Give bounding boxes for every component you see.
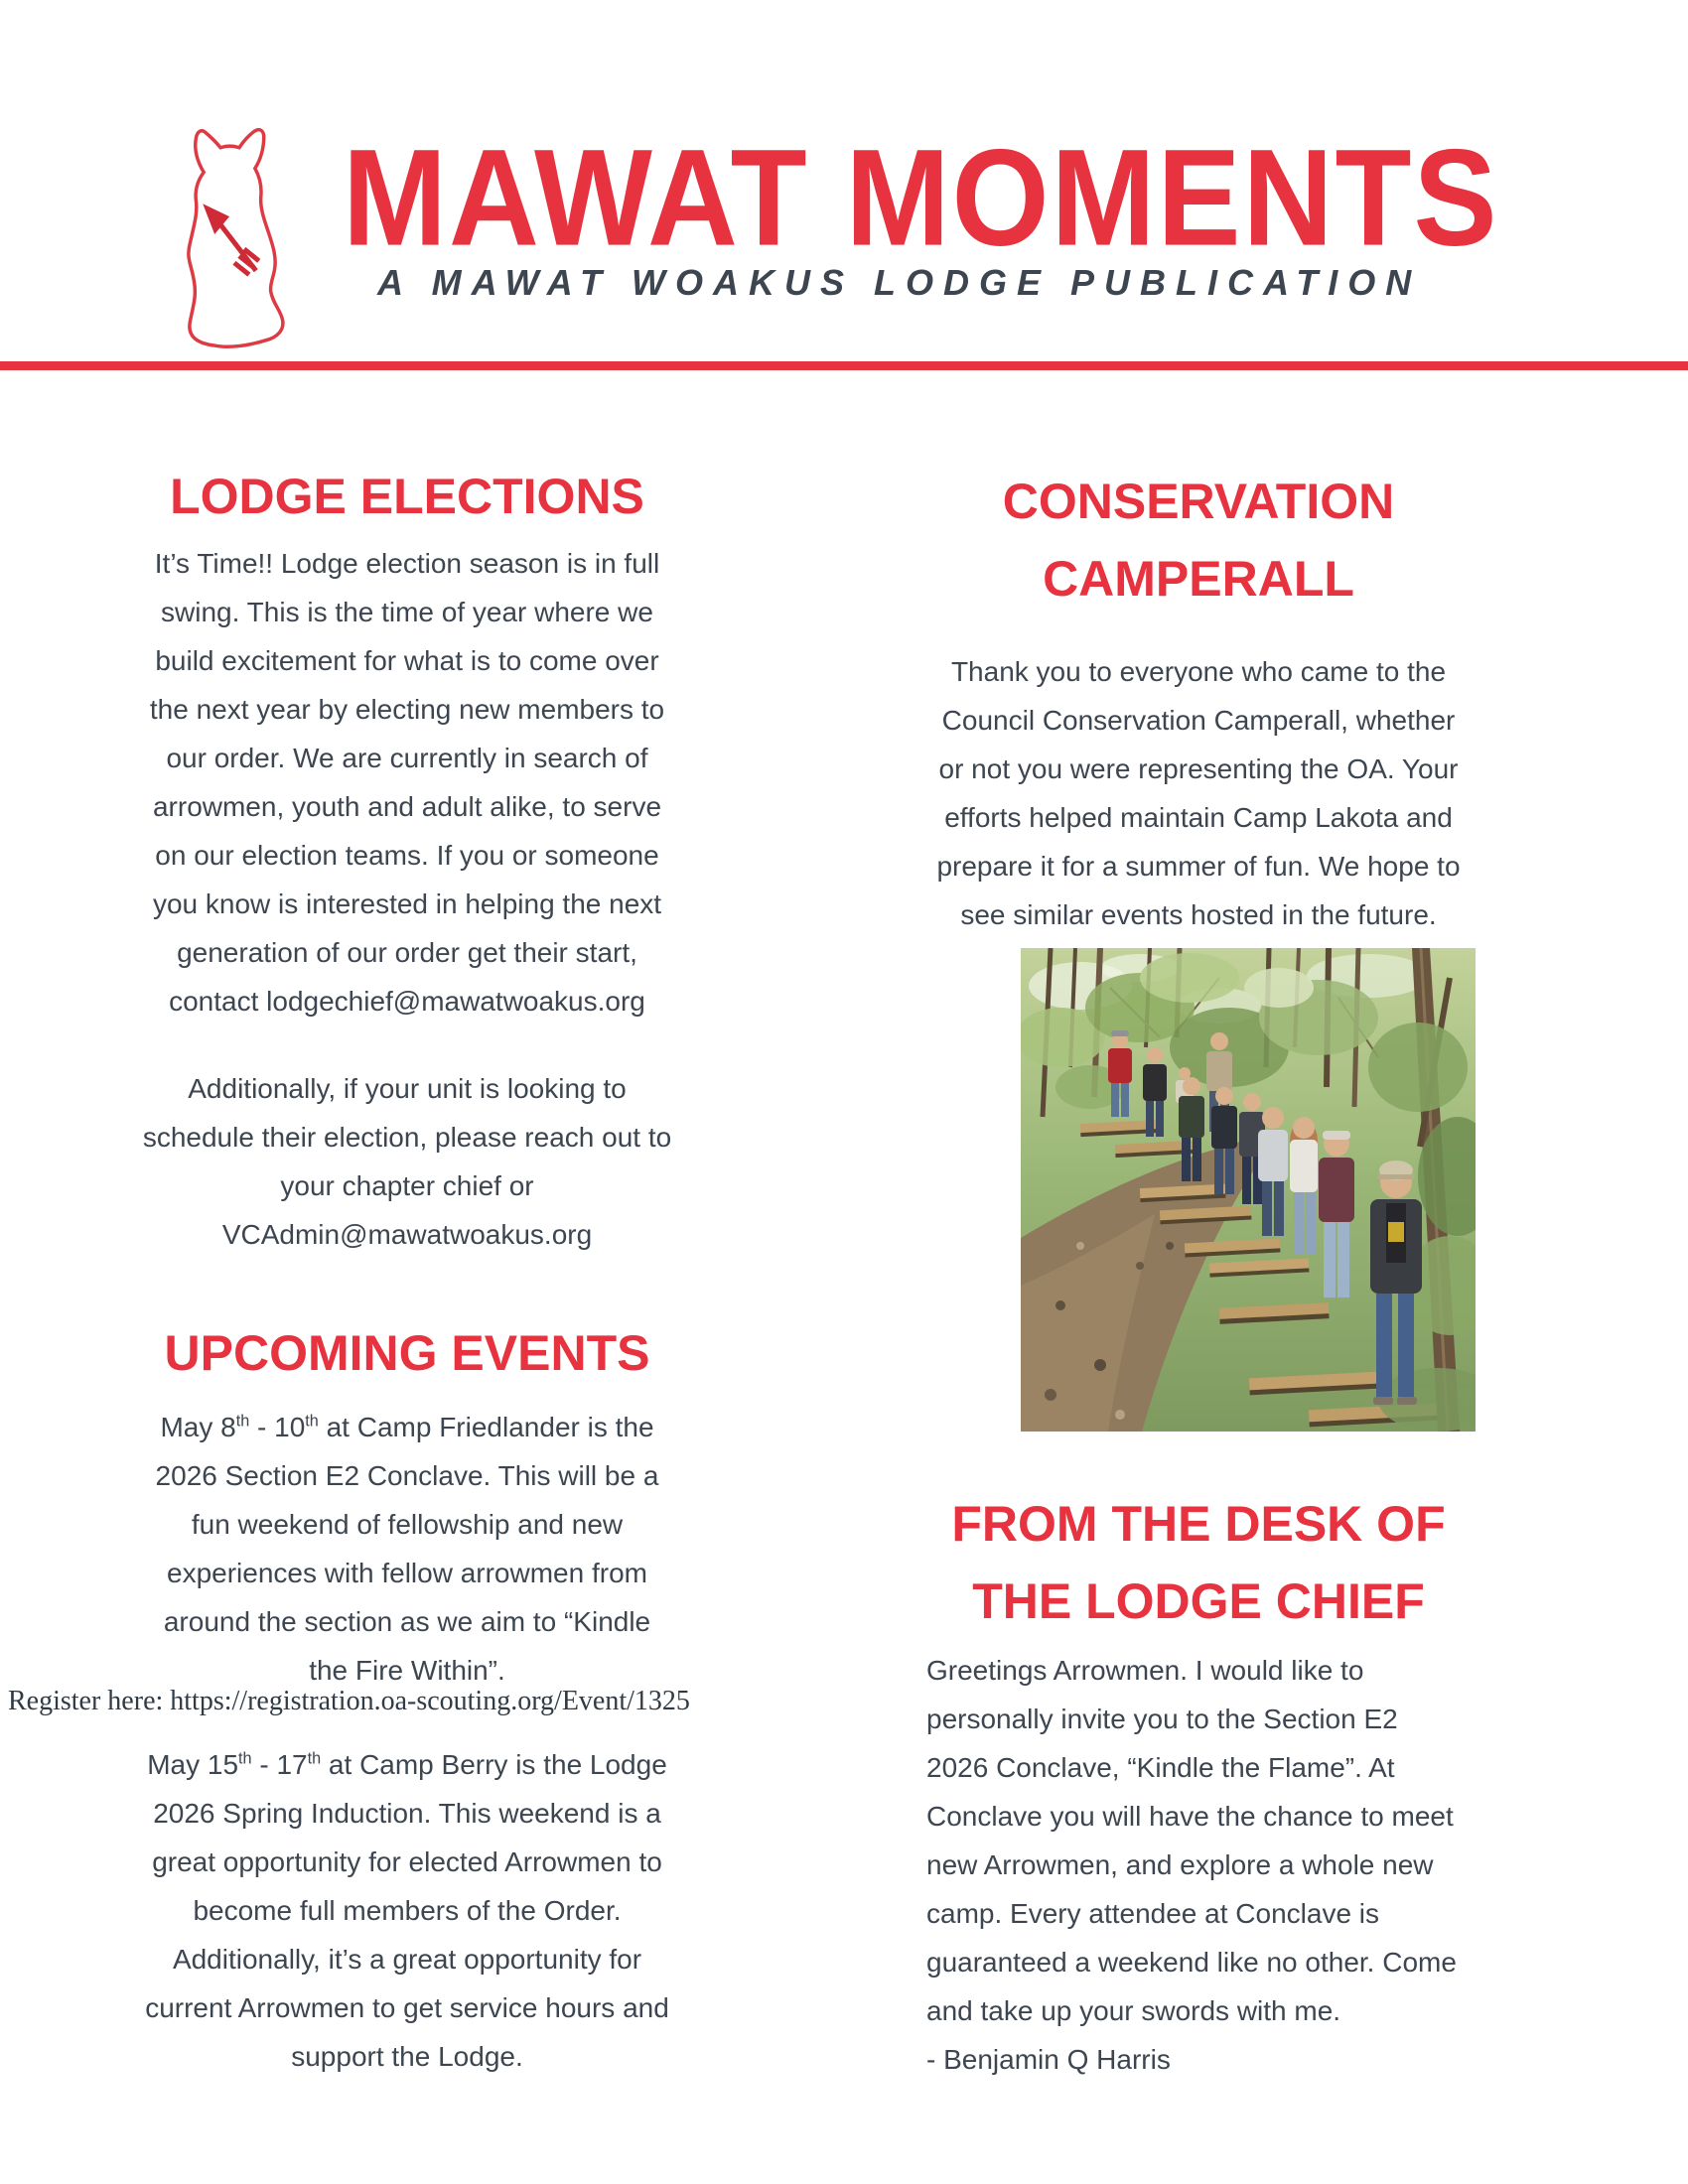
event-conclave-paragraph — [70, 1403, 745, 1695]
event-description: at Camp Friedlander is the 2026 Section E2 Conclave. This will be a fun weekend of fellowship and new experiences with fellow arrowmen from around the section as we aim to “Kindle the Fire Within”. — [155, 1412, 659, 1686]
ordinal-suffix: th — [238, 1749, 252, 1768]
ordinal-suffix: th — [307, 1749, 322, 1768]
event-date-text: - 10 — [249, 1412, 306, 1442]
register-link[interactable]: Register here: https://registration.oa-scouting.org/Event/1325 — [8, 1686, 690, 1716]
ordinal-suffix: th — [235, 1412, 250, 1431]
lodge-elections-heading: LODGE ELECTIONS — [170, 469, 644, 524]
from-the-desk-heading: FROM THE DESK OF THE LODGE CHIEF — [951, 1496, 1446, 1629]
event-date-text: - 17 — [251, 1749, 308, 1780]
lodge-elections-paragraph-2: Additionally, if your unit is looking to schedule their election, please reach out to your chapter chief or VCAdmin@mawatwoakus.org — [142, 1073, 672, 1250]
ordinal-suffix: th — [305, 1412, 319, 1431]
lodge-chief-message: Greetings Arrowmen. I would like to personally invite you to the Section E2 2026 Conclave, “Kindle the Flame”. At Conclave you will have the chance to meet new Arrowmen, and explore a whole new camp. Every attendee at Conclave is guaranteed a weekend like no other. Come and take up your swords with me. - Benjamin Q Harris — [926, 1655, 1457, 2075]
fox-outline — [189, 130, 283, 347]
newsletter-title: MAWAT MOMENTS — [343, 120, 1499, 275]
upcoming-events-heading: UPCOMING EVENTS — [164, 1325, 650, 1381]
conservation-camperall-heading: CONSERVATION CAMPERALL — [1002, 474, 1395, 607]
header-divider — [0, 361, 1688, 370]
lodge-elections-paragraph-1: It’s Time!! Lodge election season is in full swing. This is the time of year where we build excitement for what is to come over the next year by electing new members to our order. We are currently in search of arrowmen, youth and adult alike, to serve on our election teams. If you or someone you know is interested in helping the next generation of our order get their start, contact lodgechief@mawatwoakus.org — [149, 548, 665, 1017]
event-description: at Camp Berry is the Lodge 2026 Spring Induction. This weekend is a great opportunity for elected Arrowmen to become full members of the Order. Additionally, it’s a great opportunity for current Arrowmen to get service hours and support the Lodge. — [145, 1749, 669, 2072]
event-date-text: May 8 — [160, 1412, 236, 1442]
event-date-text: May 15 — [147, 1749, 239, 1780]
conservation-camperall-paragraph: Thank you to everyone who came to the Council Conservation Camperall, whether or not you were representing the OA. Your efforts helped maintain Camp Lakota and prepare it for a summer of fun. We hope to see similar events hosted in the future. — [936, 656, 1461, 930]
fox-arrow-logo-icon — [157, 115, 306, 351]
camperall-photo — [1021, 948, 1476, 1432]
event-induction-paragraph — [70, 1740, 745, 2081]
newsletter-subtitle: A MAWAT WOAKUS LODGE PUBLICATION — [377, 262, 1422, 303]
